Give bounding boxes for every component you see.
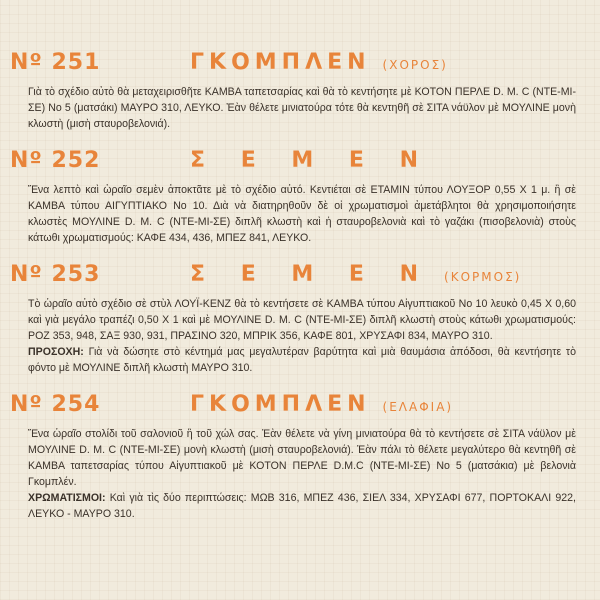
entry-title: ΓΚΟΜΠΛΕΝ [190,50,371,75]
entry-body [10,84,590,132]
note-text: Γιὰ νὰ δώσητε στὸ κέντημά μας μεγαλυτέραν βαρύτητα καὶ μιὰ θαυμάσια ἀπόδοσι, θὰ κεντήσητε τὸ φόντο μὲ ΜΟΥΛΙΝΕ διπλῆ κλωστὴ ΜΑΥΡΟ 310. [28,346,577,374]
entry-number: Nº 254 [10,392,101,417]
entry-note [28,490,576,522]
entry-body [10,182,590,246]
entry-note [28,344,576,376]
entry-title: Σ Ε Μ Ε Ν [190,262,433,287]
entry-subtitle: (ΚΟΡΜΟΣ) [444,270,522,284]
entry-253 [10,262,590,376]
entry-header [10,148,590,182]
note-text: Καὶ γιὰ τὶς δύο περιπτώσεις: ΜΩΒ 316, ΜΠΕΖ 436, ΣΙΕΛ 334, ΧΡΥΣΑΦΙ 677, ΠΟΡΤΟΚΑΛΙ 922, ΛΕΥΚΟ - ΜΑΥΡΟ 310. [28,492,576,520]
entry-subtitle: (ΕΛΑΦΙΑ) [382,400,454,414]
entry-header [10,262,590,296]
entry-251 [10,50,590,132]
entry-number: Nº 253 [10,262,101,287]
entry-header [10,50,590,84]
entry-number: Nº 252 [10,148,101,173]
entry-text: Γιὰ τὸ σχέδιο αὐτὸ θὰ μεταχειρισθῆτε ΚΑΜΒΑ ταπετσαρίας καὶ θὰ τὸ κεντήσητε μὲ ΚΟΤΟΝ ΠΕΡΛΕ D. M. C (ΝΤΕ-ΜΙ-ΣΕ) Νο 5 (ματσάκι) ΜΑΥΡΟ 310, ΛΕΥΚΟ. Ἐὰν θέλετε μινιατούρα τότε θὰ κεντηθῆ σὲ ΣΙΤΑ νάϋλον μὲ ΜΟΥΛΙΝΕ μονὴ κλωστὴ (μισὴ σταυροβελονιά). [28,86,576,130]
entry-252 [10,148,590,246]
entry-text: Ἕνα ὡραῖο στολίδι τοῦ σαλονιοῦ ἢ τοῦ χώλ σας. Ἐὰν θέλετε νὰ γίνη μινιατούρα θὰ τὸ κεντήσετε σὲ ΣΙΤΑ νάϋλον μὲ ΜΟΥΛΙΝΕ D. M. C (ΝΤΕ-ΜΙ-ΣΕ) μονὴ κλωστὴ (μισὴ σταυροβελονιά). Ἐὰν πάλι τὸ θέλετε μεγαλύτερο θὰ κεντηθῆ σὲ ΚΑΜΒΑ ταπετσαρίας τύπου Αἰγυπτιακοῦ μὲ ΚΟΤΟΝ ΠΕΡΛΕ D.M.C (ΝΤΕ-ΜΙ-ΣΕ) Νο 5 (ματσάκια) μὲ βελονιὰ Γκομπλέν. [28,428,576,488]
entry-title: ΓΚΟΜΠΛΕΝ [190,392,371,417]
entry-number: Nº 251 [10,50,101,75]
entry-subtitle: (ΧΟΡΟΣ) [382,58,448,72]
entry-254 [10,392,590,522]
note-label: ΠΡΟΣΟΧΗ: [28,346,84,358]
entry-body [10,426,590,522]
entry-title: Σ Ε Μ Ε Ν [190,148,433,173]
entry-text: Ἕνα λεπτὸ καὶ ὡραῖο σεμὲν ἀποκτᾶτε μὲ τὸ σχέδιο αὐτό. Κεντιέται σὲ ΕΤΑΜΙΝ τύπου ΛΟΥΞΟΡ 0,55 Χ 1 μ. ἢ σὲ ΚΑΜΒΑ τύπου ΑΙΓΥΠΤΙΑΚΟ Νο 10. Διὰ νὰ διατηρηθοῦν δὲ οἱ χρωματισμοὶ ἀμετάβλητοι θὰ χρησιμοποιήσητε κλωστὲς ΜΟΥΛΙΝΕ D. M. C (ΝΤΕ-ΜΙ-ΣΕ) διπλῆ κλωστὴ καὶ ἡ σταυροβελονιὰ καὶ τὸ γαζάκι (πισοβελονιὰ) στοὺς κάτωθι χρωματισμούς: ΚΑΦΕ 434, 436, ΜΠΕΖ 841, ΛΕΥΚΟ. [28,184,576,244]
note-label: ΧΡΩΜΑΤΙΣΜΟΙ: [28,492,106,504]
entry-header [10,392,590,426]
entry-body [10,296,590,376]
entry-text: Τὸ ὡραῖο αὐτὸ σχέδιο σὲ στὺλ ΛΟΥΪ-ΚΕΝΖ θὰ τὸ κεντήσετε σὲ ΚΑΜΒΑ τύπου Αἰγυπτιακοῦ Νο 10 λευκὸ 0,45 Χ 0,60 καὶ γιὰ μεγάλο τραπέζι 0,50 Χ 1 καὶ μὲ ΜΟΥΛΙΝΕ D. M. C (ΝΤΕ-ΜΙ-ΣΕ) διπλῆ κλωστὴ στοὺς κάτωθι χρωματισμούς: ΡΟΖ 353, 948, ΣΑΞ 930, 931, ΠΡΑΣΙΝΟ 320, ΜΠΡΙΚ 356, ΚΑΦΕ 801, ΧΡΥΣΑΦΙ 834, ΜΑΥΡΟ 310. [28,298,576,342]
